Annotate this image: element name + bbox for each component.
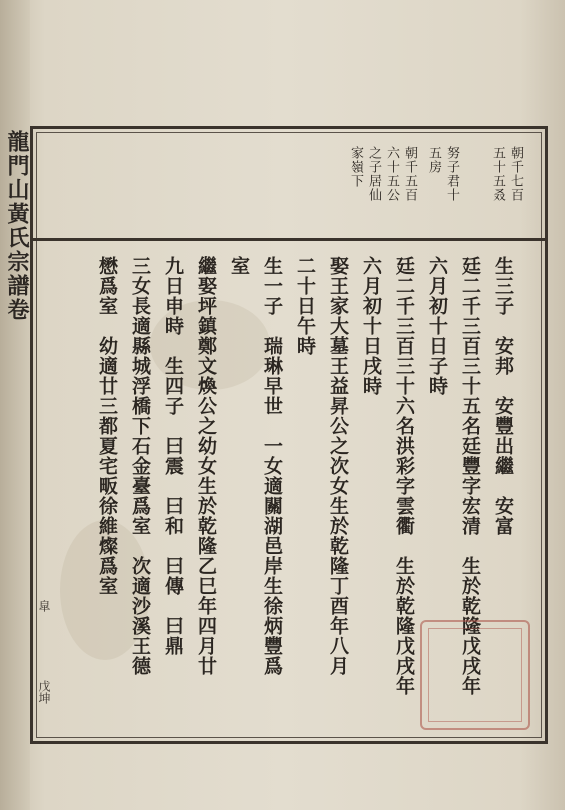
margin-bottom-label: 皐 — [37, 600, 51, 612]
text-column: 廷二千三百三十六名洪彩字雲衢 生於乾隆戊戌年 — [393, 256, 415, 696]
margin-title: 龍門山黃氏宗譜卷 — [4, 130, 30, 322]
header-rule — [30, 238, 548, 241]
text-column: 二十日午時 — [294, 256, 316, 356]
text-column: 生三子 安邦 安豐出繼 安富 — [492, 256, 514, 536]
header-note-column: 家嶺下 — [348, 146, 363, 188]
text-column: 繼娶坪鎮鄭文煥公之幼女生於乾隆乙巳年四月廿 — [195, 256, 217, 676]
book-spine — [0, 0, 30, 810]
text-column: 三女長適縣城浮橋下石金臺爲室 次適沙溪王德 — [129, 256, 151, 676]
header-note-column: 之子居仙 — [366, 146, 381, 202]
text-column: 懋爲室 幼適廿三都夏宅畈徐維燦爲室 — [96, 256, 118, 596]
text-column: 六月初十日子時 — [426, 256, 448, 396]
text-column: 生一子 瑞琳早世 一女適關湖邑岸生徐炳豐爲 — [261, 256, 283, 676]
text-column: 廷二千三百三十五名廷豐字宏清 生於乾隆戊戌年 — [459, 256, 481, 696]
header-note-column: 五十五叒 — [490, 146, 505, 202]
header-note-column: 朝千五百 — [402, 146, 417, 202]
header-note-column: 六十五公 — [384, 146, 399, 202]
red-seal-stamp — [420, 620, 530, 730]
text-column: 六月初十日戌時 — [360, 256, 382, 396]
margin-right-label: 戊坤 — [37, 680, 51, 704]
red-seal-stamp-inner — [428, 628, 522, 722]
header-note-column: 朝千七百 — [508, 146, 523, 202]
text-column: 室 — [228, 256, 250, 276]
text-column: 九日申時 生四子 曰震 曰和 曰傳 曰鼎 — [162, 256, 184, 656]
text-column: 娶王家大墓王益昇公之次女生於乾隆丁酉年八月 — [327, 256, 349, 676]
header-note-column: 五房 — [426, 146, 441, 174]
header-note-column: 努子君十 — [444, 146, 459, 202]
